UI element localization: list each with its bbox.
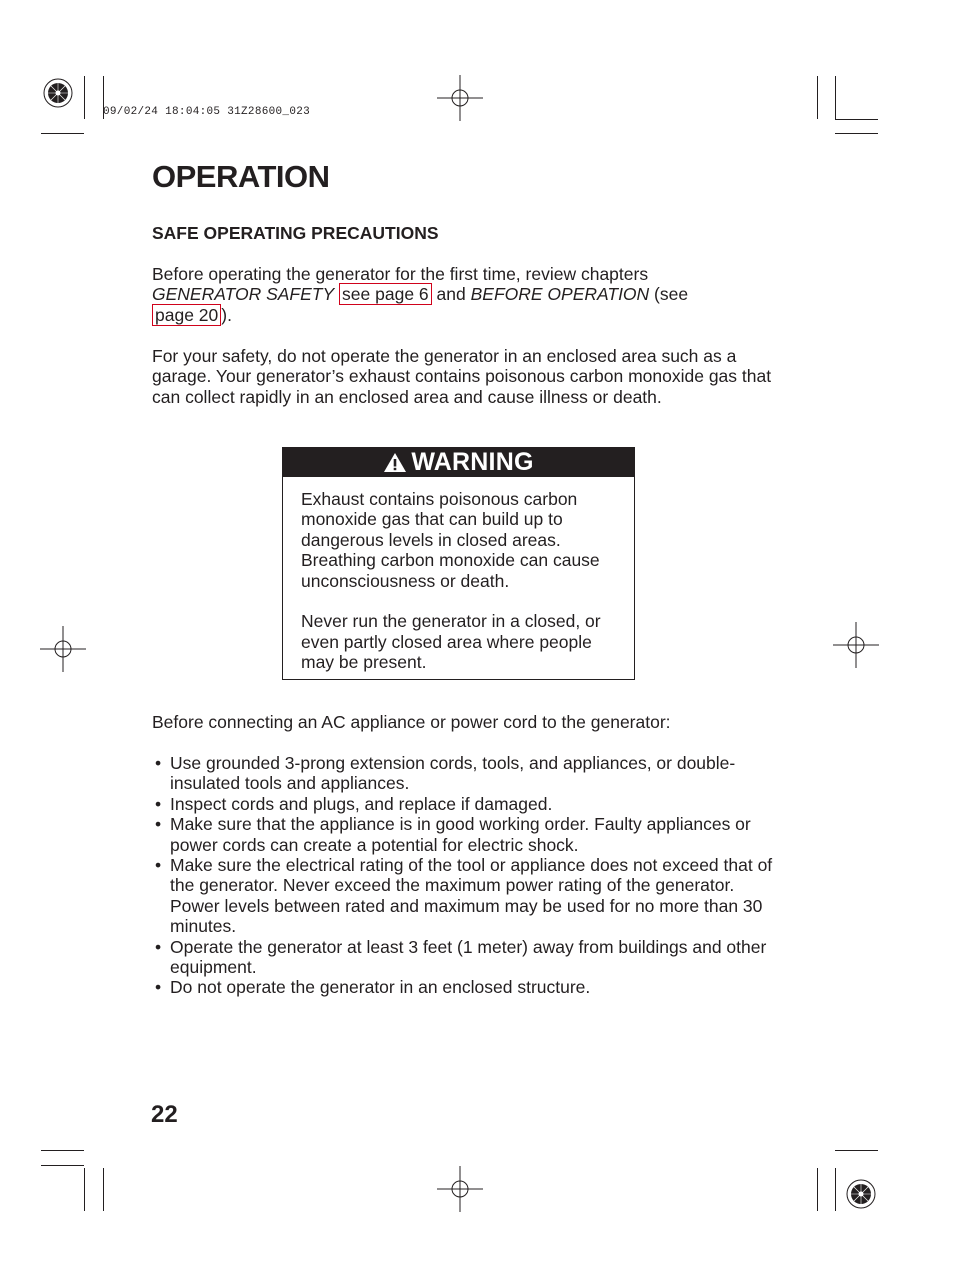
section-heading: SAFE OPERATING PRECAUTIONS	[152, 223, 439, 243]
precautions-list	[155, 753, 775, 998]
link-see-page-6[interactable]: see page 6	[339, 283, 432, 305]
registration-crosshair-icon	[833, 622, 879, 668]
registration-crosshair-icon	[40, 626, 86, 672]
intro-and: and	[431, 284, 471, 305]
intro-text: Before operating the generator for the first time, review chapters	[152, 264, 649, 284]
intro-paragraph	[152, 264, 772, 325]
list-item: • Do not operate the generator in an enclosed structure.	[155, 977, 591, 998]
bullet-icon: •	[155, 793, 162, 814]
registration-starburst-icon	[42, 77, 74, 109]
list-item: • Make sure the electrical rating of the tool or appliance does not exceed that of the generator. Never exceed the maximum power rating of the generator. Power levels between rated and maximum may be used for no more than 30 minutes.	[155, 855, 773, 937]
warning-header	[283, 448, 634, 477]
list-item: • Make sure that the appliance is in good working order. Faulty appliances or power cords can create a potential for electric shock.	[155, 814, 751, 855]
page-title: OPERATION	[152, 159, 330, 194]
bullet-icon: •	[155, 753, 162, 773]
warning-box	[282, 447, 635, 680]
link-page-20[interactable]: page 20	[152, 304, 221, 326]
list-item: • Use grounded 3-prong extension cords, tools, and appliances, or double-insulated tools and appliances.	[155, 753, 736, 794]
print-timestamp: 09/02/24 18:04:05 31Z28600_023	[103, 106, 311, 118]
warning-paragraph: Exhaust contains poisonous carbon monoxide gas that can build up to dangerous levels in closed areas. Breathing carbon monoxide can cause unconsciousness or death.	[301, 489, 600, 591]
ref-before-operation: BEFORE OPERATION	[470, 284, 650, 305]
warning-label: WARNING	[411, 448, 534, 476]
ref-generator-safety: GENERATOR SAFETY	[152, 284, 335, 305]
registration-starburst-icon	[845, 1178, 877, 1210]
warning-text	[301, 489, 626, 693]
warning-paragraph: Never run the generator in a closed, or even partly closed area where people may be present.	[301, 611, 601, 673]
safety-paragraph: For your safety, do not operate the generator in an enclosed area such as a garage. Your generator’s exhaust contains poisonous carbon monoxide gas that can collect rapidly in an enclosed area and cause illness or death.	[152, 346, 772, 407]
bullet-icon: •	[155, 977, 162, 998]
page-number: 22	[151, 1101, 178, 1128]
list-item: • Inspect cords and plugs, and replace if damaged.	[155, 793, 553, 814]
bullet-icon: •	[155, 936, 162, 957]
registration-crosshair-icon	[437, 75, 483, 121]
registration-crosshair-icon	[437, 1166, 483, 1212]
bullet-icon: •	[155, 814, 162, 835]
warning-triangle-icon	[383, 452, 407, 473]
connect-intro: Before connecting an AC appliance or power cord to the generator:	[152, 712, 671, 732]
bullet-icon: •	[155, 855, 162, 876]
intro-see: (see	[649, 284, 689, 305]
intro-end: ).	[221, 304, 232, 325]
list-item: • Operate the generator at least 3 feet (1 meter) away from buildings and other equipment.	[155, 936, 767, 978]
